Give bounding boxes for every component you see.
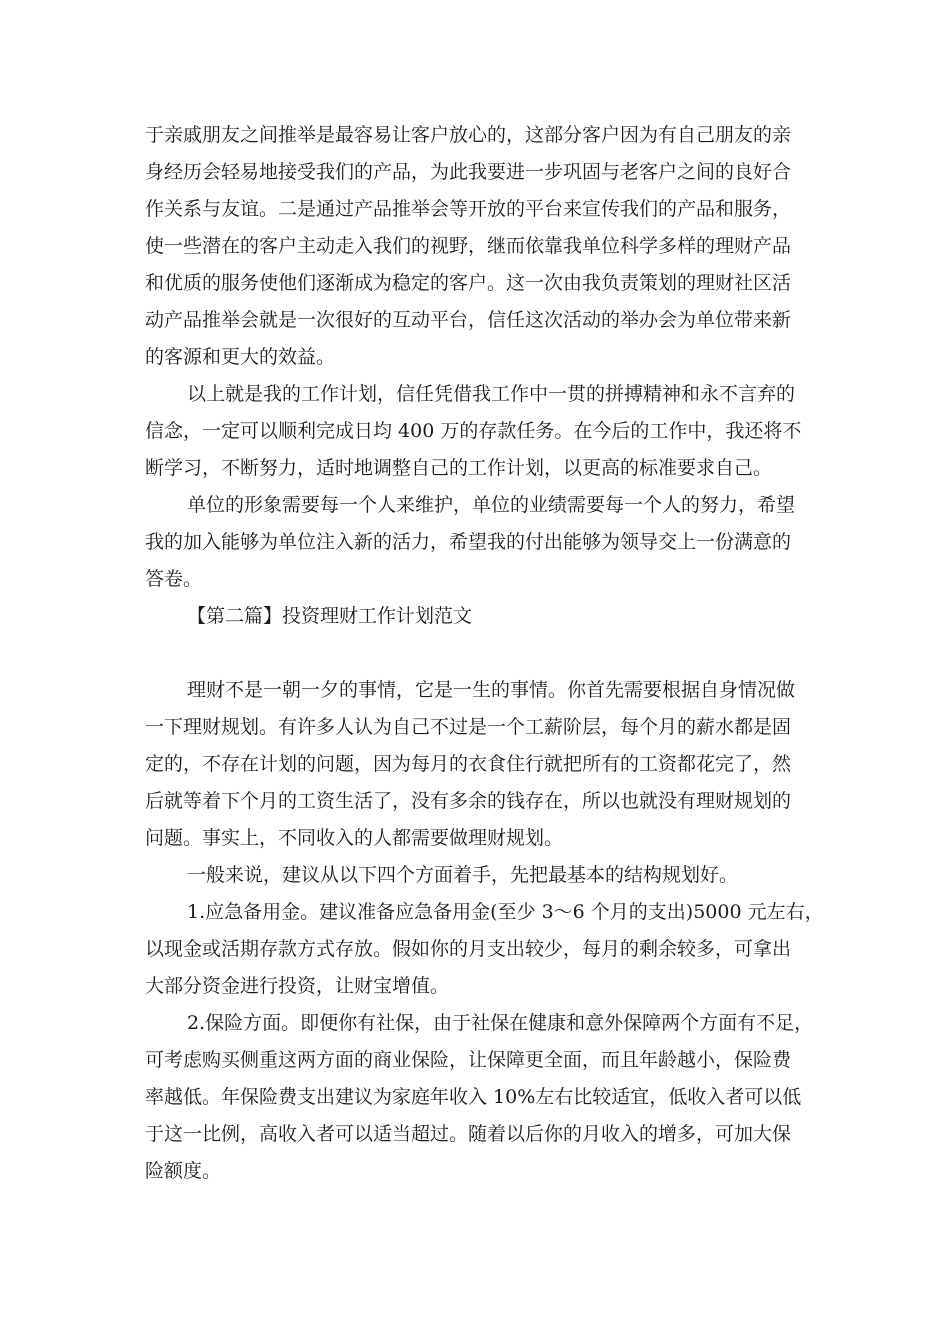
text-line: 我的加入能够为单位注入新的活力，希望我的付出能够为领导交上一份满意的 [145,531,792,553]
text-line: 答卷。 [145,568,203,590]
text-line: 以现金或活期存款方式存放。假如你的月支出较少，每月的剩余较多，可拿出 [145,938,792,960]
text-line: 使一些潜在的客户主动走入我们的视野，继而依靠我单位科学多样的理财产品 [145,235,792,257]
text-line: 大部分资金进行投资，让财宝增值。 [145,975,450,997]
text-line: 于这一比例，高收入者可以适当超过。随着以后你的月收入的增多，可加大保 [145,1123,792,1145]
text-line: 动产品推举会就是一次很好的互动平台，信任这次活动的举办会为单位带来新 [145,309,792,331]
text-line: 以上就是我的工作计划，信任凭借我工作中一贯的拼搏精神和永不言弃的 [187,383,796,405]
text-line: 问题。事实上，不同收入的人都需要做理财规划。 [145,827,564,849]
text-line: 率越低。年保险费支出建议为家庭年收入 10%左右比较适宜，低收入者可以低 [145,1086,802,1108]
text-line: 后就等着下个月的工资生活了，没有多余的钱存在，所以也就没有理财规划的 [145,790,792,812]
paragraph-5 [145,857,815,894]
text-line: 理财不是一朝一夕的事情，它是一生的事情。你首先需要根据自身情况做 [187,679,796,701]
text-line: 一般来说，建议从以下四个方面着手，先把最基本的结构规划好。 [187,864,739,886]
blank-line [145,635,815,672]
text-line: 身经历会轻易地接受我们的产品，为此我要进一步巩固与老客户之间的良好合 [145,161,792,183]
text-line: 和优质的服务使他们逐渐成为稳定的客户。这一次由我负责策划的理财社区活 [145,272,792,294]
text-line: 2.保险方面。即便你有社保，由于社保在健康和意外保障两个方面有不足， [187,1012,814,1034]
text-line: 断学习，不断努力，适时地调整自己的工作计划，以更高的标准要求自己。 [145,457,773,479]
paragraph-7 [145,1005,815,1190]
text-line: 单位的形象需要每一个人来维护，单位的业绩需要每一个人的努力，希望 [187,494,796,516]
text-line: 定的，不存在计划的问题，因为每月的衣食住行就把所有的工资都花完了，然 [145,753,792,775]
text-line: 的客源和更大的效益。 [145,346,336,368]
text-line: 信念，一定可以顺利完成日均 400 万的存款任务。在今后的工作中，我还将不 [145,420,802,442]
text-line: 险额度。 [145,1160,222,1182]
paragraph-2 [145,376,815,487]
text-line: 一下理财规划。有许多人认为自己不过是一个工薪阶层，每个月的薪水都是固 [145,716,792,738]
paragraph-6 [145,894,824,1005]
paragraph-3 [145,487,815,598]
paragraph-4 [145,672,815,857]
section-title: 【第二篇】投资理财工作计划范文 [187,605,473,627]
paragraph-1 [145,117,815,376]
text-line: 可考虑购买侧重这两方面的商业保险，让保障更全面，而且年龄越小，保险费 [145,1049,792,1071]
text-line: 作关系与友谊。二是通过产品推举会等开放的平台来宣传我们的产品和服务， [145,198,792,220]
text-line: 于亲戚朋友之间推举是最容易让客户放心的，这部分客户因为有自己朋友的亲 [145,124,792,146]
text-line: 1.应急备用金。建议准备应急备用金(至少 3～6 个月的支出)5000 元左右， [187,901,824,923]
document-body [145,117,824,1190]
